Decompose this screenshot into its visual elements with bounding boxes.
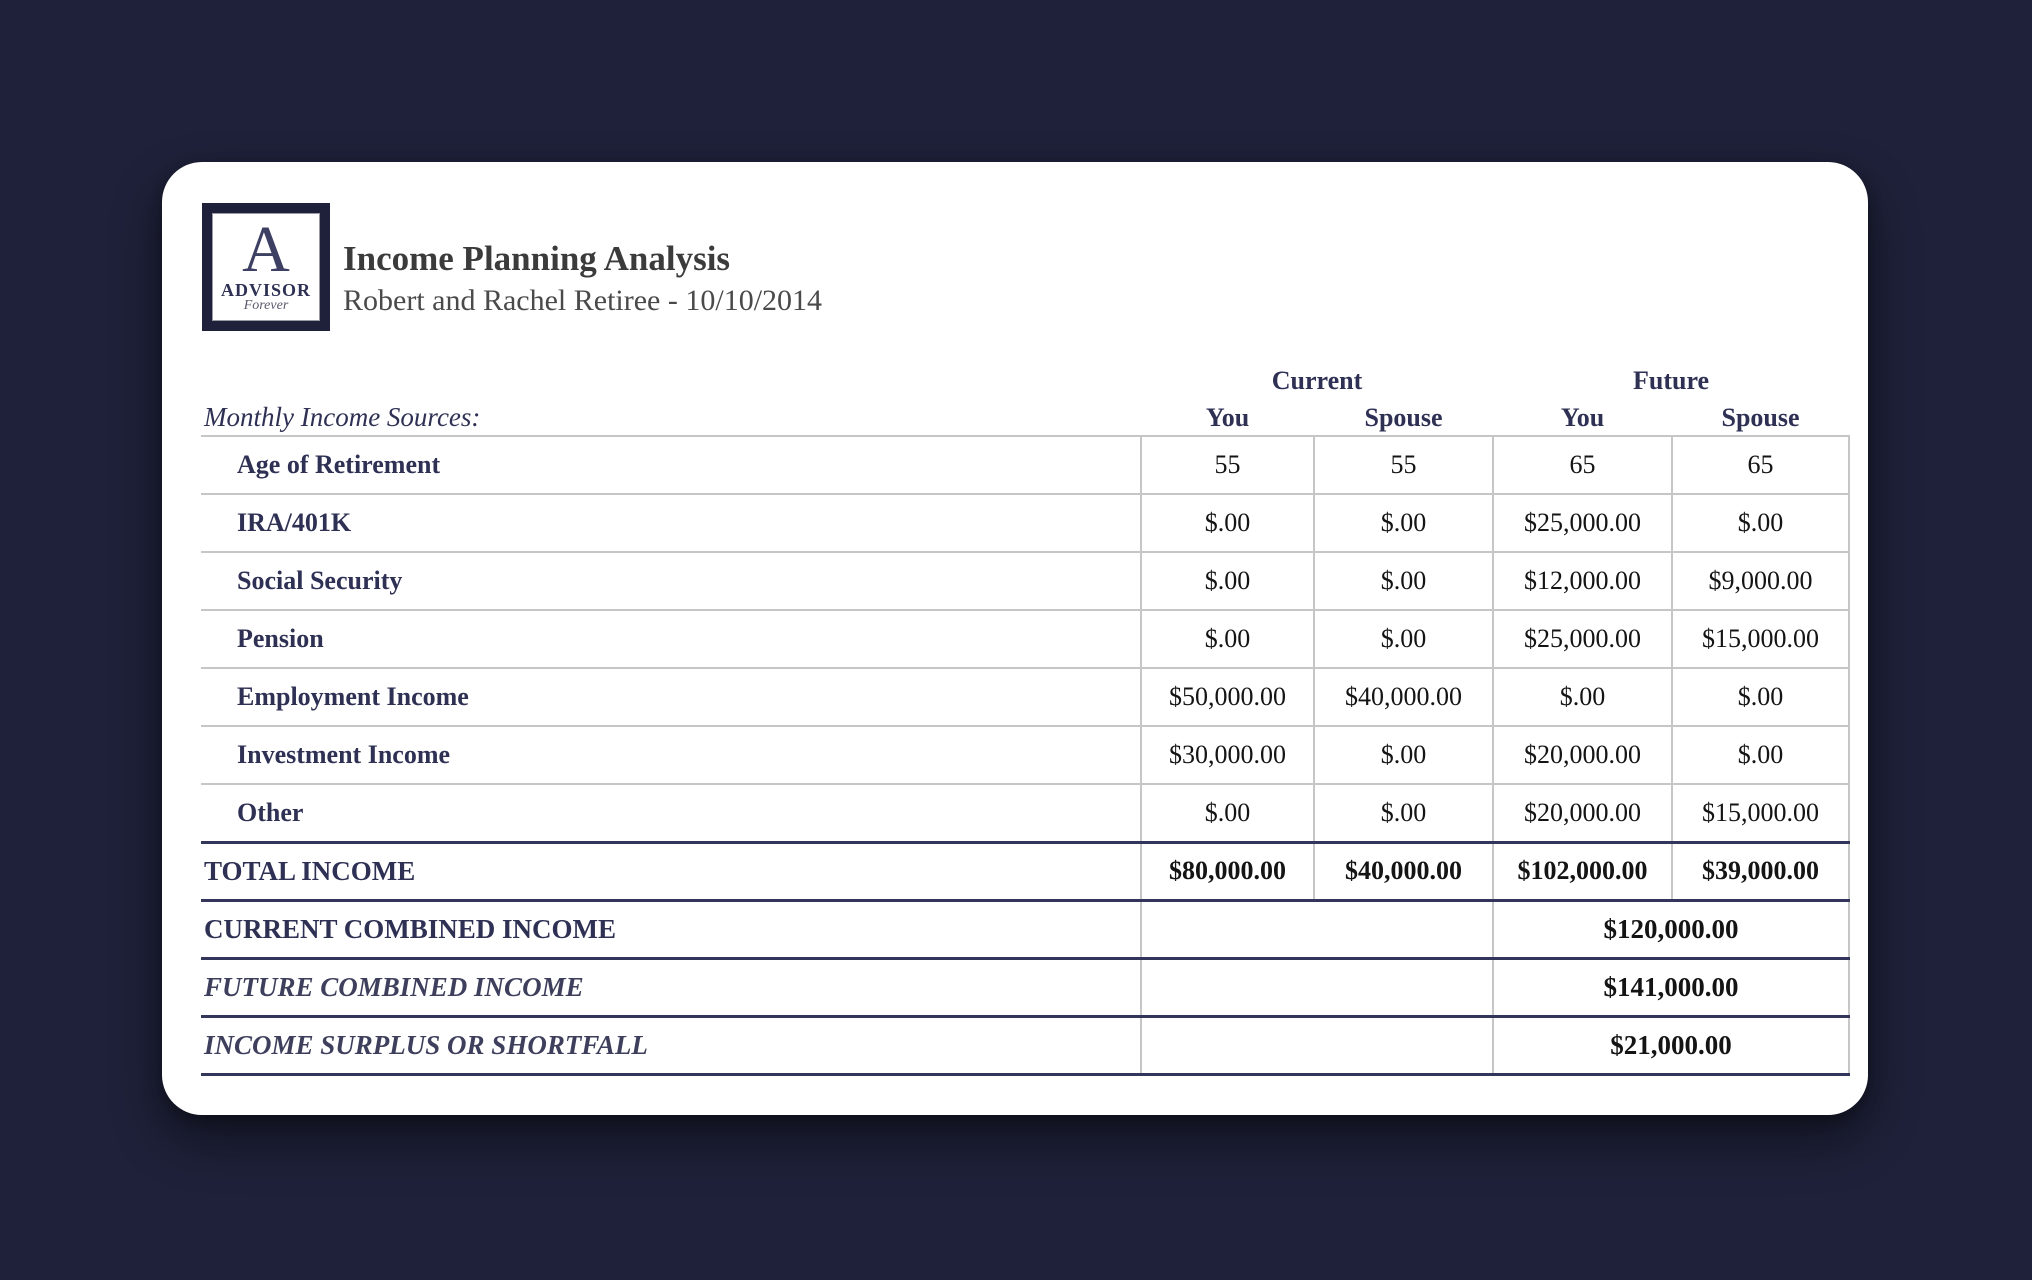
cell-value: $9,000.00 xyxy=(1672,552,1849,610)
advisor-logo-inner xyxy=(212,213,320,321)
column-header-future-you: You xyxy=(1493,400,1672,436)
cell-value: $.00 xyxy=(1314,784,1493,842)
cell-value: $20,000.00 xyxy=(1493,784,1672,842)
cell-value: 65 xyxy=(1672,436,1849,494)
section-label: Monthly Income Sources: xyxy=(201,400,1141,436)
row-label: Pension xyxy=(201,610,1141,668)
spacer-cell xyxy=(201,362,1141,400)
table-row-age-of-retirement xyxy=(201,436,1849,494)
column-header-future-spouse: Spouse xyxy=(1672,400,1849,436)
income-table xyxy=(201,362,1850,1076)
empty-cell xyxy=(1141,958,1493,1016)
cell-value: $.00 xyxy=(1141,784,1314,842)
summary-cell-value: $120,000.00 xyxy=(1493,900,1849,958)
summary-row-label: FUTURE COMBINED INCOME xyxy=(201,958,1141,1016)
cell-value: $15,000.00 xyxy=(1672,784,1849,842)
report-card xyxy=(162,162,1868,1115)
column-group-current: Current xyxy=(1271,366,1363,395)
logo-tagline: Forever xyxy=(243,298,289,314)
table-row-investment-income xyxy=(201,726,1849,784)
row-label: Other xyxy=(201,784,1141,842)
cell-value: $25,000.00 xyxy=(1493,494,1672,552)
row-label: IRA/401K xyxy=(201,494,1141,552)
column-header-row xyxy=(201,400,1849,436)
column-group-row xyxy=(201,362,1849,400)
cell-value: $40,000.00 xyxy=(1314,668,1493,726)
table-row-ira-401k xyxy=(201,494,1849,552)
cell-value: $25,000.00 xyxy=(1493,610,1672,668)
report-header xyxy=(343,240,822,318)
total-cell-value: $40,000.00 xyxy=(1314,842,1493,900)
summary-row-future-combined-income xyxy=(201,958,1849,1016)
cell-value: $12,000.00 xyxy=(1493,552,1672,610)
row-label: Employment Income xyxy=(201,668,1141,726)
cell-value: $30,000.00 xyxy=(1141,726,1314,784)
summary-row-label: INCOME SURPLUS OR SHORTFALL xyxy=(201,1016,1141,1074)
cell-value: $.00 xyxy=(1493,668,1672,726)
cell-value: $.00 xyxy=(1314,726,1493,784)
cell-value: 55 xyxy=(1141,436,1314,494)
advisor-logo xyxy=(202,203,330,331)
column-header-current-you: You xyxy=(1141,400,1314,436)
row-label: Investment Income xyxy=(201,726,1141,784)
total-cell-value: $39,000.00 xyxy=(1672,842,1849,900)
row-label: Social Security xyxy=(201,552,1141,610)
logo-name: ADVISOR xyxy=(220,279,311,300)
table-row-employment-income xyxy=(201,668,1849,726)
table-row-total-income xyxy=(201,842,1849,900)
cell-value: $.00 xyxy=(1672,726,1849,784)
cell-value: 55 xyxy=(1314,436,1493,494)
summary-cell-value: $21,000.00 xyxy=(1493,1016,1849,1074)
table-row-social-security xyxy=(201,552,1849,610)
cell-value: $.00 xyxy=(1141,552,1314,610)
page-subtitle: Robert and Rachel Retiree - 10/10/2014 xyxy=(343,283,823,317)
table-row-other xyxy=(201,784,1849,842)
page-title: Income Planning Analysis xyxy=(343,239,731,278)
empty-cell xyxy=(1141,1016,1493,1074)
empty-cell xyxy=(1141,900,1493,958)
cell-value: $.00 xyxy=(1672,668,1849,726)
row-label: Age of Retirement xyxy=(201,436,1141,494)
summary-row-label: CURRENT COMBINED INCOME xyxy=(201,900,1141,958)
cell-value: $.00 xyxy=(1672,494,1849,552)
cell-value: $20,000.00 xyxy=(1493,726,1672,784)
total-cell-value: $102,000.00 xyxy=(1493,842,1672,900)
cell-value: $.00 xyxy=(1314,610,1493,668)
cell-value: $.00 xyxy=(1314,552,1493,610)
cell-value: $.00 xyxy=(1314,494,1493,552)
table-row-pension xyxy=(201,610,1849,668)
summary-row-current-combined-income xyxy=(201,900,1849,958)
total-row-label: TOTAL INCOME xyxy=(201,842,1141,900)
cell-value: $.00 xyxy=(1141,610,1314,668)
summary-row-income-surplus-or-shortfall xyxy=(201,1016,1849,1074)
column-header-current-spouse: Spouse xyxy=(1314,400,1493,436)
total-cell-value: $80,000.00 xyxy=(1141,842,1314,900)
cell-value: $15,000.00 xyxy=(1672,610,1849,668)
cell-value: $50,000.00 xyxy=(1141,668,1314,726)
cell-value: $.00 xyxy=(1141,494,1314,552)
logo-letter-icon: A xyxy=(242,212,290,286)
cell-value: 65 xyxy=(1493,436,1672,494)
summary-cell-value: $141,000.00 xyxy=(1493,958,1849,1016)
column-group-future: Future xyxy=(1632,366,1710,395)
